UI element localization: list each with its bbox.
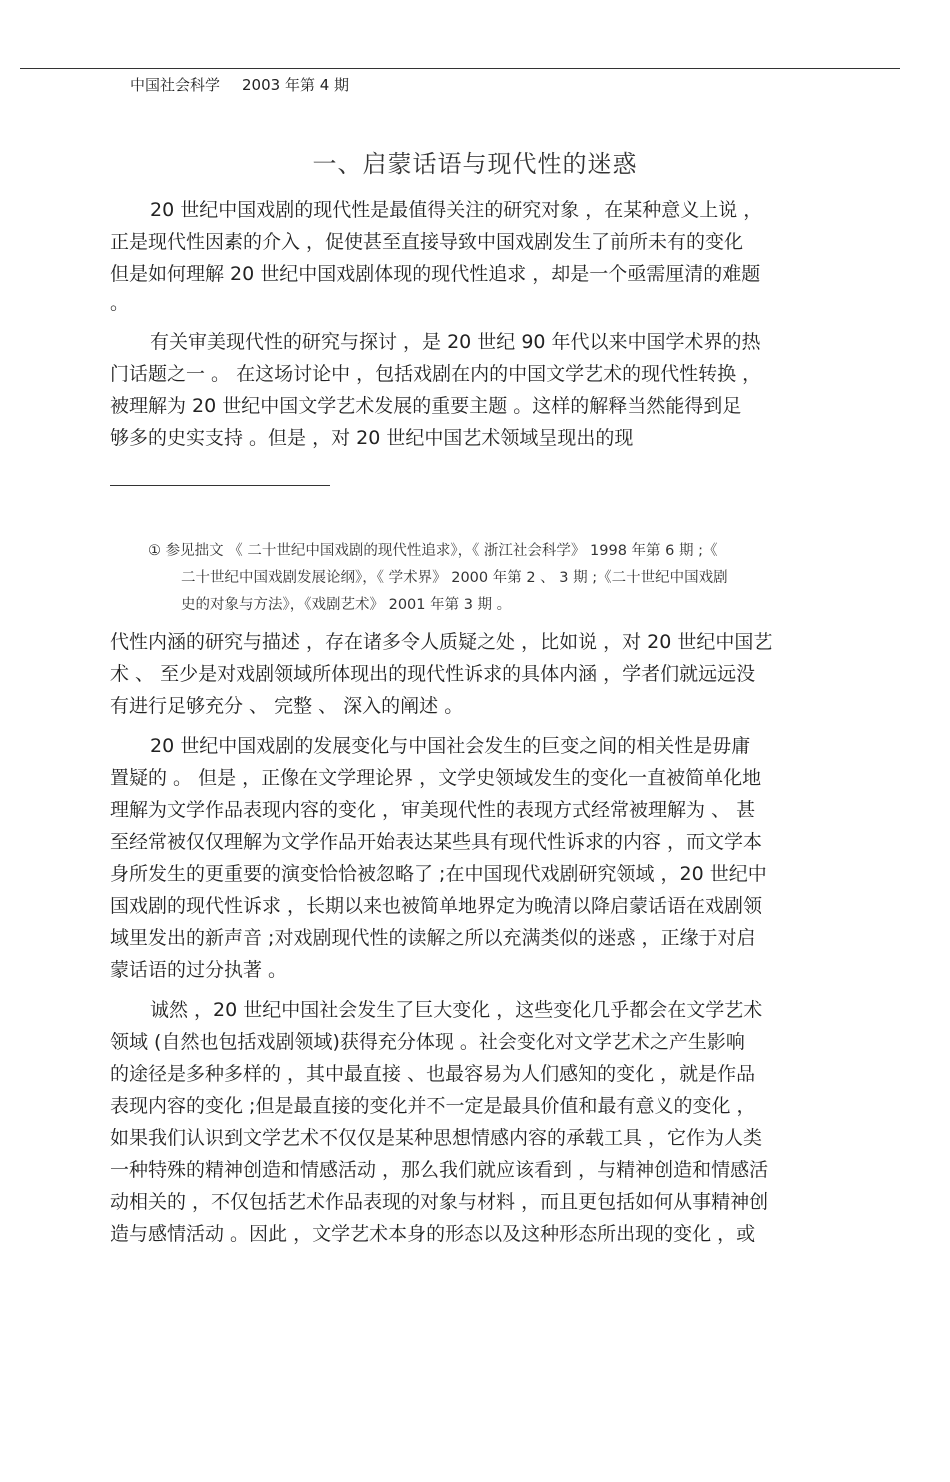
journal-name: 中国社会科学	[130, 76, 221, 94]
issue-label: 2003 年第 4 期	[242, 76, 350, 94]
text-line: 领域 (自然也包括戏剧领域)获得充分体现 。社会变化对文学艺术之产生影响	[110, 1031, 745, 1053]
running-header	[130, 74, 349, 95]
text-line: 至经常被仅仅理解为文学作品开始表达某些具有现代性诉求的内容 ，而文学本	[110, 831, 763, 853]
footnote-line: 史的对象与方法》，《戏剧艺术》 2001 年第 3 期 。	[181, 597, 512, 613]
text-line: 够多的史实支持 。但是 ，对 20 世纪中国艺术领域呈现出的现	[110, 427, 634, 449]
text-line: 国戏剧的现代性诉求 ，长期以来也被简单地界定为晚清以降启蒙话语在戏剧领	[110, 895, 763, 917]
footnote-rule	[110, 485, 330, 486]
text-line: 有进行足够充分 、 完整 、 深入的阐述 。	[110, 695, 464, 717]
section-title: 一、启蒙话语与现代性的迷惑	[312, 150, 638, 178]
text-line: 置疑的 。 但是 ，正像在文学理论界 ，文学史领域发生的变化一直被简单化地	[110, 767, 762, 789]
header-rule	[20, 68, 900, 69]
text-line: 代性内涵的研究与描述 ，存在诸多令人质疑之处 ，比如说 ，对 20 世纪中国艺	[110, 631, 773, 653]
text-line: 蒙话语的过分执著 。	[110, 959, 288, 981]
text-line: 身所发生的更重要的演变恰恰被忽略了 ;在中国现代戏剧研究领域 ，20 世纪中	[110, 863, 767, 885]
text-line: 域里发出的新声音 ;对戏剧现代性的读解之所以充满类似的迷惑 ，正缘于对启	[110, 927, 756, 949]
text-line: 动相关的 ，不仅包括艺术作品表现的对象与材料 ，而且更包括如何从事精神创	[110, 1191, 769, 1213]
text-line: 一种特殊的精神创造和情感活动 ，那么我们就应该看到 ，与精神创造和情感活	[110, 1159, 769, 1181]
text-line: 理解为文学作品表现内容的变化 ，审美现代性的表现方式经常被理解为 、 甚	[110, 799, 756, 821]
lower-body-text	[110, 626, 838, 1250]
text-line: 被理解为 20 世纪中国文学艺术发展的重要主题 。这样的解释当然能得到足	[110, 395, 742, 417]
footnote	[148, 538, 838, 619]
text-line: 。	[110, 292, 130, 314]
text-line: 术 、 至少是对戏剧领域所体现出的现代性诉求的具体内涵 ，学者们就远远没	[110, 663, 756, 685]
text-line: 造与感情活动 。因此 ，文学艺术本身的形态以及这种形态所出现的变化 ，或	[110, 1223, 756, 1245]
upper-body-text	[110, 194, 838, 454]
text-line: 20 世纪中国戏剧的发展变化与中国社会发生的巨变之间的相关性是毋庸	[150, 735, 751, 757]
text-line: 表现内容的变化 ;但是最直接的变化并不一定是最具价值和最有意义的变化 ，	[110, 1095, 756, 1117]
text-line: 如果我们认识到文学艺术不仅仅是某种思想情感内容的承载工具 ，它作为人类	[110, 1127, 763, 1149]
footnote-line: ① 参见拙文 《 二十世纪中国戏剧的现代性追求》，《 浙江社会科学》 1998 年第 6 期 ;《	[148, 543, 718, 559]
footnote-line: 二十世纪中国戏剧发展论纲》，《 学术界》 2000 年第 2 、 3 期 ;《二十世纪中国戏剧	[181, 570, 728, 586]
text-line: 20 世纪中国戏剧的现代性是最值得关注的研究对象 ，在某种意义上说 ，	[150, 199, 763, 221]
text-line: 有关审美现代性的研究与探讨 ，是 20 世纪 90 年代以来中国学术界的热	[150, 331, 761, 353]
text-line: 但是如何理解 20 世纪中国戏剧体现的现代性追求 ，却是一个亟需厘清的难题	[110, 263, 761, 285]
text-line: 门话题之一 。 在这场讨论中 ，包括戏剧在内的中国文学艺术的现代性转换 ，	[110, 363, 762, 385]
text-line: 正是现代性因素的介入 ，促使甚至直接导致中国戏剧发生了前所未有的变化	[110, 231, 744, 253]
text-line: 诚然 ，20 世纪中国社会发生了巨大变化 ，这些变化几乎都会在文学艺术	[150, 999, 763, 1021]
text-line: 的途径是多种多样的 ，其中最直接 、也最容易为人们感知的变化 ，就是作品	[110, 1063, 756, 1085]
